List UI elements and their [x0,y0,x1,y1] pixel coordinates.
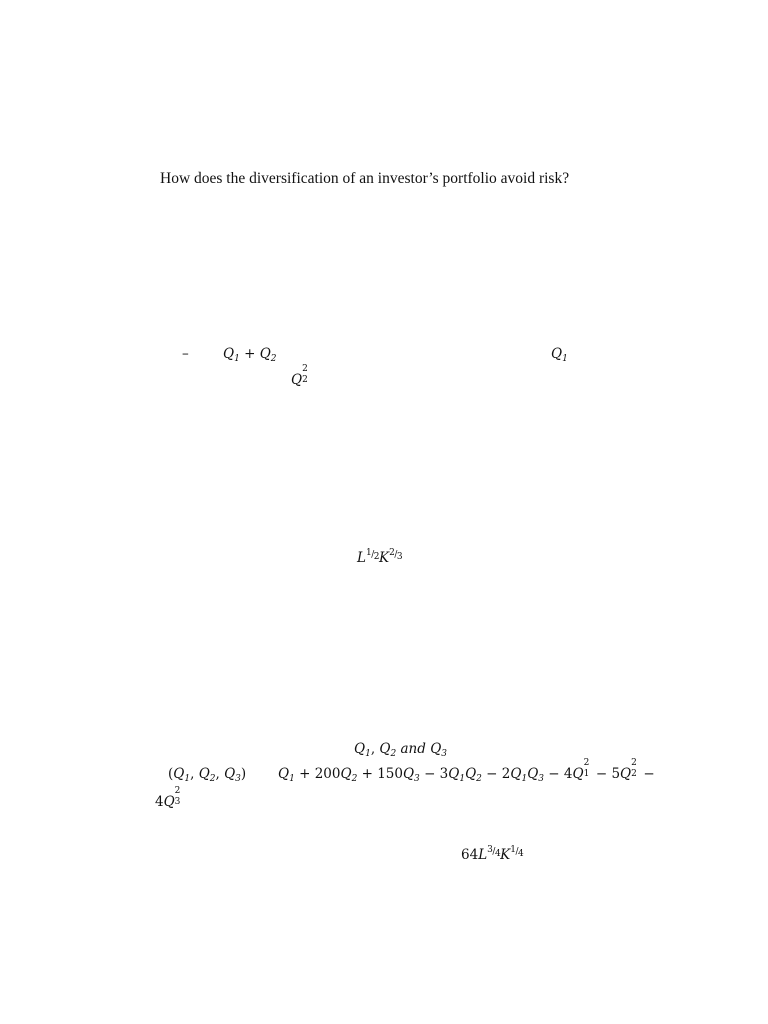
cobb-douglas-expression-2: $64L^{3/4}K^{1/4}$ [461,845,524,863]
profit-function-continuation: 4Q 2 3 [155,786,181,810]
dash-symbol: – [182,346,189,362]
q-list-expression: $Q_1$, $Q_2$ and $Q_3$ [354,741,447,759]
q1-variable: $Q_1$ [551,346,568,364]
question-text: How does the diversification of an investor’s portfolio avoid risk? [160,170,570,187]
cobb-douglas-expression-1: $L^{1/2}K^{2/3}$ [357,548,403,566]
q2-squared-expression: Q 2 2 [291,364,308,388]
q-tuple-expression: ($Q_1$, $Q_2$, $Q_3$) [168,766,247,784]
q1-plus-q2-expression: $Q_1 + Q_2$ [223,346,277,364]
profit-function-expression: $Q_1 + 200Q_2 + 150Q_3 - 3Q_1Q_2 - 2Q_1Q_3 - 4Q$ 2 1 − 5Q 2 2 − [278,758,655,784]
